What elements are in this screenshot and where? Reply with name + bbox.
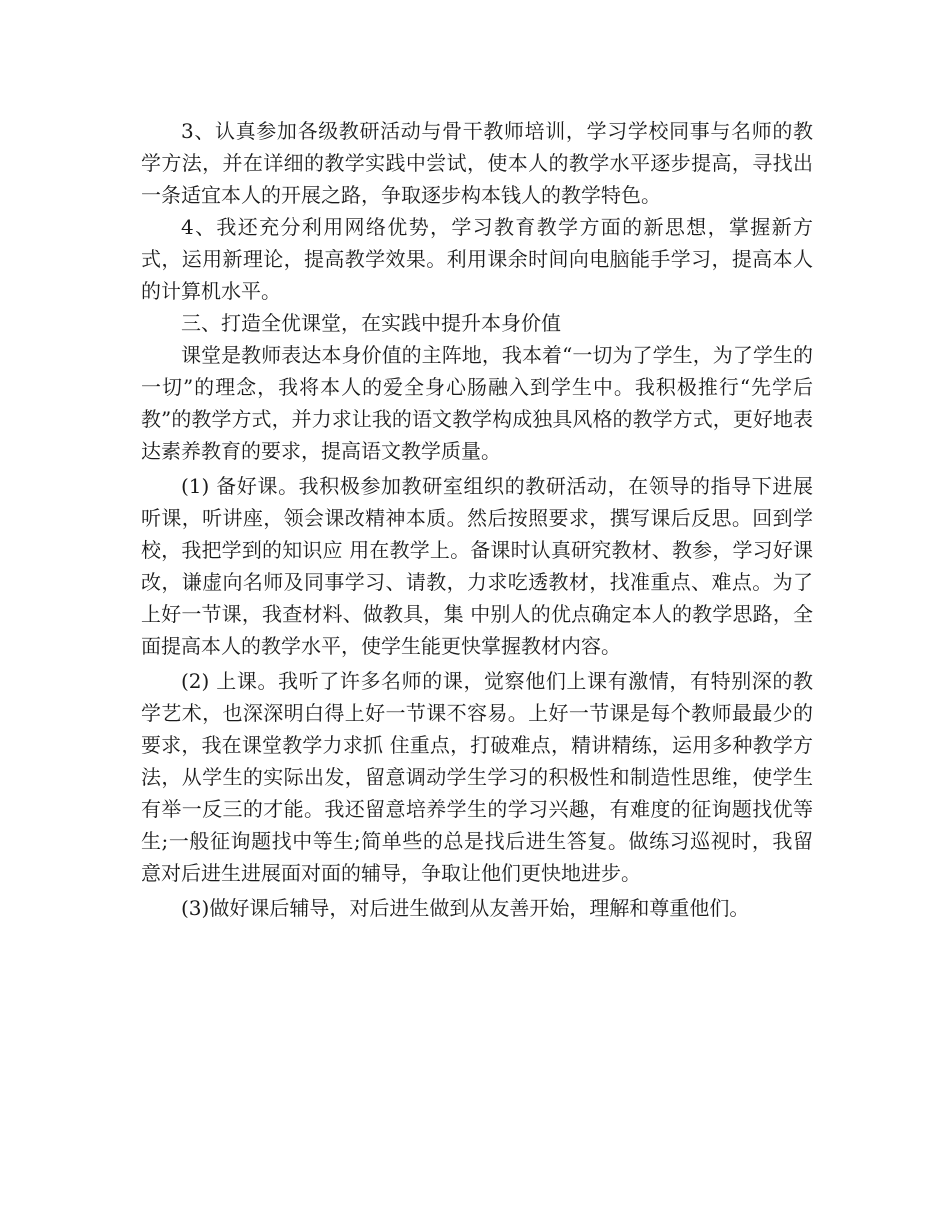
paragraph-item-4: 4、我还充分利用网络优势，学习教育教学方面的新思想，掌握新方式，运用新理论，提高教学效果。利用课余时间向电脑能手学习，提高本人的计算机水平。 xyxy=(141,215,813,303)
document-body xyxy=(141,115,813,924)
section-heading: 三、打造全优课堂，在实践中提升本身价值 xyxy=(181,311,561,335)
paragraph-classroom: 课堂是教师表达本身价值的主阵地，我本着“一切为了学生，为了学生的一切”的理念，我将本人的爱全身心肠融入到学生中。我积极推行“先学后教”的教学方式，并力求让我的语文教学构成独具风格的教学方式，更好地表达素养教育的要求，提高语文教学质量。 xyxy=(141,343,813,463)
paragraph-teaching: (2) 上课。我听了许多名师的课，觉察他们上课有激情，有特别深的教学艺术，也深深明白得上好一节课不容易。上好一节课是每个教师最最少的要求，我在课堂教学力求抓 住重点，打破难点，精讲精练，运用多种教学方法，从学生的实际出发，留意调动学生学习的积极性和制造性思维，使学生有举一反三的才能。我还留意培养学生的学习兴趣，有难度的征询题找优等生;一般征询题找中等生;简单些的总是找后进生答复。做练习巡视时，我留意对后进生进展面对面的辅导，争取让他们更快地进步。 xyxy=(141,669,813,885)
paragraph-prepare-lessons: (1) 备好课。我积极参加教研室组织的教研活动，在领导的指导下进展听课，听讲座，领会课改精神本质。然后按照要求，撰写课后反思。回到学校，我把学到的知识应 用在教学上。备课时认真研究教材、教参，学习好课改，谦虚向名师及同事学习、请教，力求吃透教材，找准重点、难点。为了上好一节课，我查材料、做教具，集 中别人的优点确定本人的教学思路，全面提高本人的教学水平，使学生能更快掌握教材内容。 xyxy=(141,474,813,658)
paragraph-tutoring: (3)做好课后辅导，对后进生做到从友善开始，理解和尊重他们。 xyxy=(181,896,750,920)
paragraph-item-3: 3、认真参加各级教研活动与骨干教师培训，学习学校同事与名师的教学方法，并在详细的教学实践中尝试，使本人的教学水平逐步提高，寻找出一条适宜本人的开展之路，争取逐步构本钱人的教学特色。 xyxy=(141,119,813,207)
